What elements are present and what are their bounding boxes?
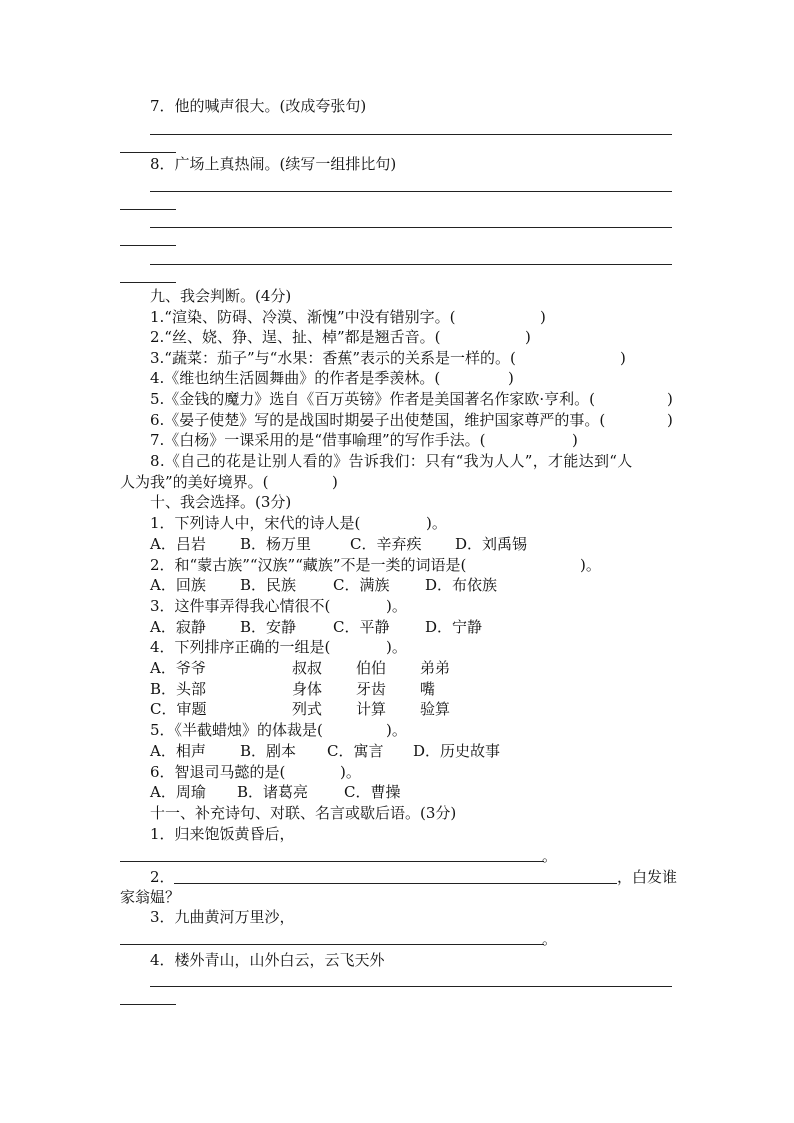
choice-q2-end: )。 xyxy=(580,556,601,574)
choice-q1-option-c[interactable]: C．辛弃疾 xyxy=(350,535,422,553)
choice-q5-end: )。 xyxy=(386,721,407,739)
fill-q2-tail: ，白发谁 xyxy=(617,868,678,886)
choice-q4-row-c-1[interactable]: C．审题 xyxy=(150,700,207,718)
judge-item-4-close: ) xyxy=(508,369,514,387)
answer-line[interactable] xyxy=(150,264,672,265)
choice-q2-option-a[interactable]: A．回族 xyxy=(150,576,206,594)
answer-line[interactable] xyxy=(150,191,672,192)
choice-q3-end: )。 xyxy=(386,597,407,615)
choice-q2-option-c[interactable]: C．满族 xyxy=(333,576,390,594)
choice-q3-option-c[interactable]: C．平静 xyxy=(333,618,390,636)
choice-q1-end: )。 xyxy=(426,514,447,532)
choice-q5-option-a[interactable]: A．相声 xyxy=(150,742,206,760)
judge-item-5-close: ) xyxy=(667,390,673,408)
section-10-title: 十、我会选择。(3分) xyxy=(150,493,292,511)
fill-q4-answer-line-end xyxy=(120,1004,176,1005)
choice-q5-option-c[interactable]: C．寓言 xyxy=(327,742,384,760)
choice-q6: 6．智退司马懿的是( xyxy=(150,763,286,781)
section-11-title: 十一、补充诗句、对联、名言或歇后语。(3分) xyxy=(150,804,457,822)
fill-q4-answer-line[interactable] xyxy=(150,986,672,987)
choice-q5-option-d[interactable]: D．历史故事 xyxy=(413,742,501,760)
choice-q3-option-b[interactable]: B．安静 xyxy=(240,618,297,636)
choice-q4-row-a-3: 伯伯 xyxy=(356,659,387,677)
choice-q4-row-c-4: 验算 xyxy=(420,700,451,718)
answer-line[interactable] xyxy=(150,227,672,228)
judge-item-7: 7.《白杨》一课采用的是“借事喻理”的写作手法。( xyxy=(150,431,486,449)
judge-item-1: 1.“渲染、防碍、冷漠、渐愧”中没有错别字。( xyxy=(150,308,456,326)
choice-q4-row-a-2: 叔叔 xyxy=(292,659,323,677)
judge-item-1-close: ) xyxy=(540,308,546,326)
judge-item-6-close: ) xyxy=(667,411,673,429)
choice-q5: 5．《半截蜡烛》的体裁是( xyxy=(150,721,323,739)
answer-line-end xyxy=(120,245,176,246)
section-9-title: 九、我会判断。(4分) xyxy=(150,287,292,305)
judge-item-7-close: ) xyxy=(572,431,578,449)
choice-q4-end: )。 xyxy=(386,638,407,656)
choice-q4-row-c-2: 列式 xyxy=(292,700,323,718)
choice-q5-option-b[interactable]: B．剧本 xyxy=(240,742,297,760)
fill-q2-number: 2． xyxy=(150,868,175,886)
fill-q4: 4．楼外青山，山外白云，云飞天外 xyxy=(150,951,385,969)
judge-item-3-close: ) xyxy=(620,349,626,367)
choice-q6-end: )。 xyxy=(340,763,361,781)
choice-q1: 1．下列诗人中，宋代的诗人是( xyxy=(150,514,361,532)
choice-q4-row-c-3: 计算 xyxy=(356,700,387,718)
fill-q3-answer-line[interactable] xyxy=(120,944,544,945)
judge-item-2-close: ) xyxy=(525,328,531,346)
choice-q2-option-d[interactable]: D．布依族 xyxy=(425,576,498,594)
fill-q1-period: 。 xyxy=(542,847,558,865)
judge-item-6: 6.《晏子使楚》写的是战国时期晏子出使楚国，维护国家尊严的事。( xyxy=(150,411,606,429)
choice-q4: 4．下列排序正确的一组是( xyxy=(150,638,331,656)
judge-item-2: 2.“丝、娆、狰、逞、扯、棹”都是翘舌音。( xyxy=(150,328,441,346)
fill-q3: 3．九曲黄河万里沙， xyxy=(150,908,295,926)
choice-q6-option-a[interactable]: A．周瑜 xyxy=(150,783,206,801)
judge-item-8: 8.《自己的花是让别人看的》告诉我们：只有“我为人人”，才能达到“人 xyxy=(150,452,633,470)
choice-q4-row-b-3: 牙齿 xyxy=(356,680,387,698)
answer-line-end xyxy=(120,209,176,210)
question-7: 7．他的喊声很大。(改成夸张句) xyxy=(150,97,367,115)
choice-q1-option-a[interactable]: A．吕岩 xyxy=(150,535,206,553)
judge-item-3: 3.“蔬菜：茄子”与“水果：香蕉”表示的关系是一样的。( xyxy=(150,349,516,367)
judge-item-4: 4.《维也纳生活圆舞曲》的作者是季羡林。( xyxy=(150,369,441,387)
choice-q6-option-b[interactable]: B．诸葛亮 xyxy=(237,783,309,801)
choice-q4-row-b-4: 嘴 xyxy=(420,680,436,698)
choice-q1-option-d[interactable]: D．刘禹锡 xyxy=(455,535,528,553)
fill-q3-period: 。 xyxy=(542,930,558,948)
choice-q4-row-b-2: 身体 xyxy=(292,680,323,698)
judge-item-5: 5.《金钱的魔力》选自《百万英镑》作者是美国著名作家欧·亨利。( xyxy=(150,390,595,408)
judge-item-8-close: ) xyxy=(332,473,338,491)
choice-q2-option-b[interactable]: B．民族 xyxy=(240,576,297,594)
choice-q4-row-b-1[interactable]: B．头部 xyxy=(150,680,207,698)
choice-q2: 2．和“蒙古族”“汉族”“藏族”不是一类的词语是( xyxy=(150,556,467,574)
answer-line-end xyxy=(120,152,176,153)
judge-item-8-cont: 人为我”的美好境界。( xyxy=(120,473,269,491)
answer-line[interactable] xyxy=(150,134,672,135)
fill-q1-answer-line[interactable] xyxy=(120,861,544,862)
fill-q2-answer-line[interactable] xyxy=(174,883,617,884)
choice-q3-option-a[interactable]: A．寂静 xyxy=(150,618,206,636)
choice-q3: 3．这件事弄得我心情很不( xyxy=(150,597,331,615)
choice-q1-option-b[interactable]: B．杨万里 xyxy=(240,535,312,553)
answer-line-end xyxy=(120,282,176,283)
choice-q3-option-d[interactable]: D．宁静 xyxy=(425,618,483,636)
fill-q1: 1．归来饱饭黄昏后， xyxy=(150,825,295,843)
choice-q6-option-c[interactable]: C．曹操 xyxy=(344,783,401,801)
fill-q2-continuation: 家翁媪？ xyxy=(120,888,181,906)
choice-q4-row-a-1[interactable]: A．爷爷 xyxy=(150,659,206,677)
choice-q4-row-a-4: 弟弟 xyxy=(420,659,451,677)
question-8: 8．广场上真热闹。(续写一组排比句) xyxy=(150,155,397,173)
